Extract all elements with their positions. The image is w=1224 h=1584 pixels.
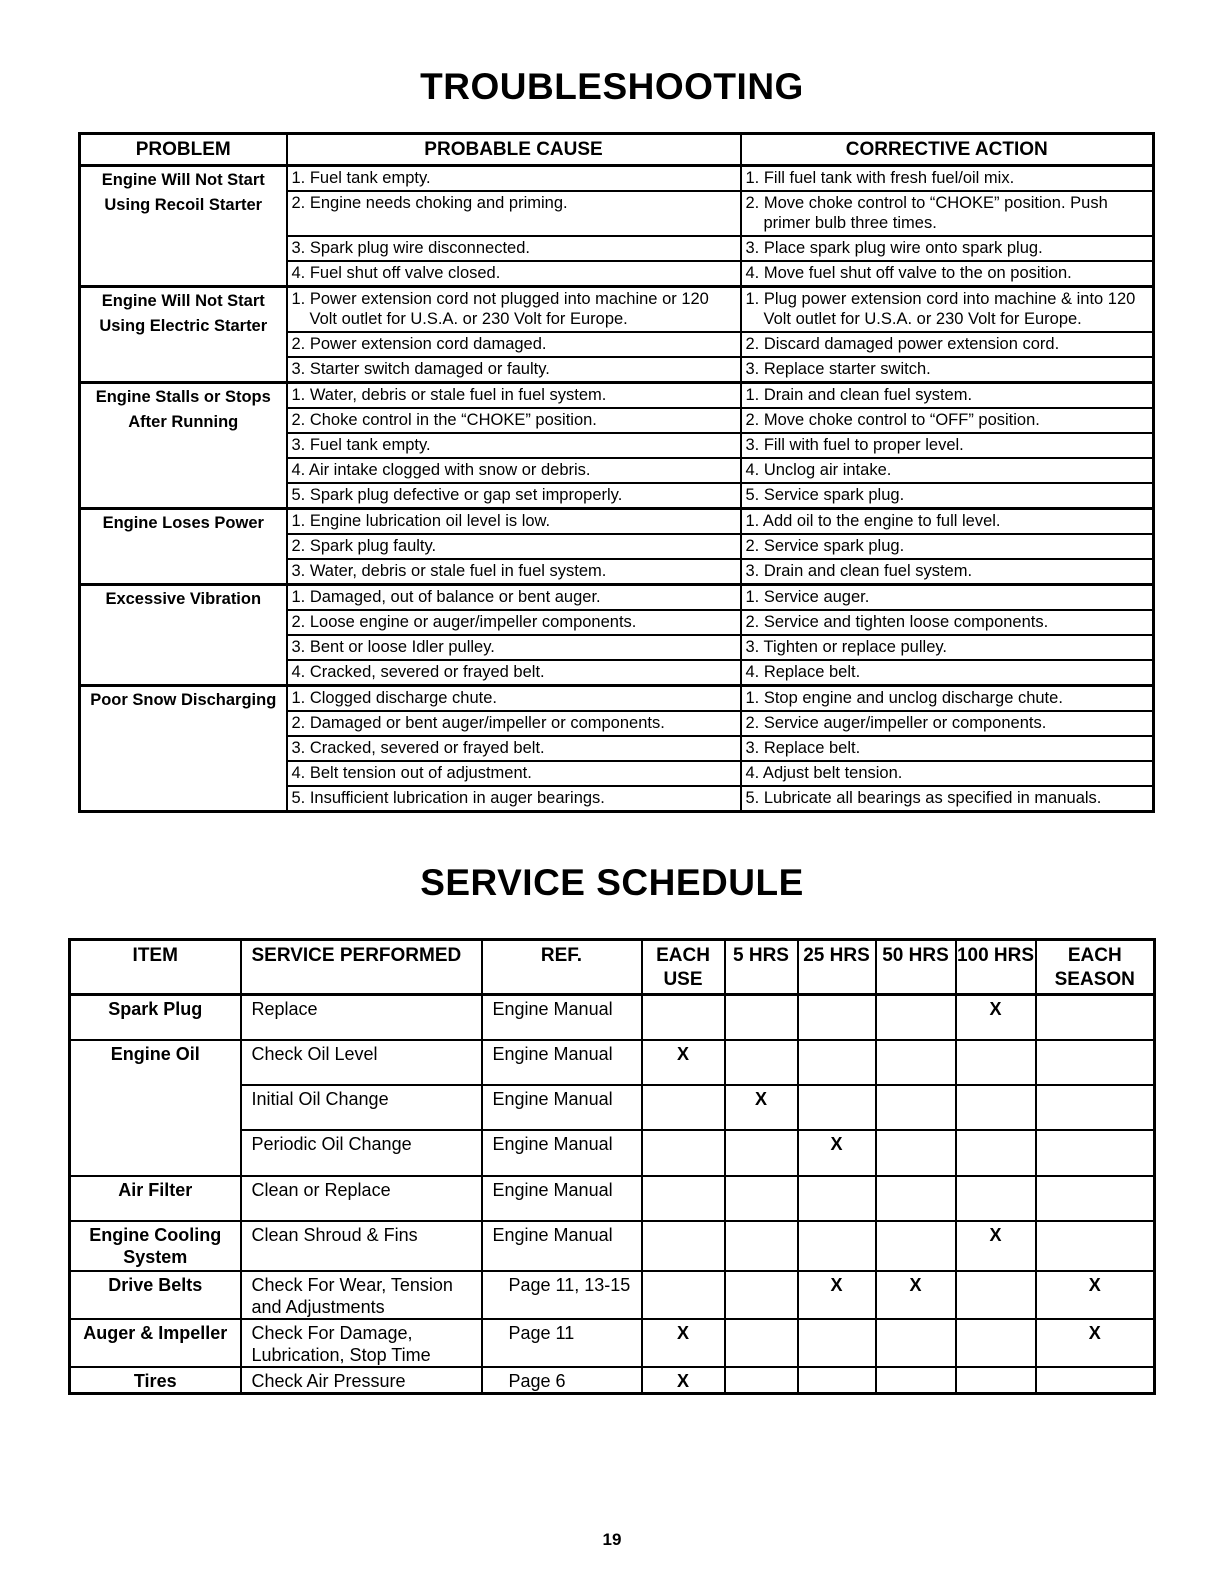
service-h100-cell — [956, 1085, 1036, 1130]
corrective-action-text: 2. Move choke control to “OFF” position. — [745, 411, 1040, 429]
service-service-cell: Replace — [241, 995, 482, 1040]
probable-cause-text: 2. Damaged or bent auger/impeller or components. — [291, 714, 665, 732]
corrective-action-text: 3. Replace belt. — [745, 739, 861, 757]
probable-cause-cell — [287, 660, 741, 686]
probable-cause-text: 3. Water, debris or stale fuel in fuel system. — [291, 562, 607, 580]
corrective-action-text: 4. Adjust belt tension. — [745, 764, 903, 782]
probable-cause-text: 1. Clogged discharge chute. — [291, 689, 497, 707]
probable-cause-cell — [287, 711, 741, 736]
service-schedule-table — [68, 938, 1156, 1395]
service-h5-cell — [725, 1130, 798, 1176]
corrective-action-text: 4. Move fuel shut off valve to the on position. — [745, 264, 1072, 282]
service-service-cell: Check For Damage, Lubrication, Stop Time — [241, 1319, 482, 1367]
corrective-action-cell — [741, 635, 1154, 660]
service-h5-cell — [725, 1040, 798, 1085]
service-h100-cell — [956, 1130, 1036, 1176]
corrective-action-cell — [741, 483, 1154, 509]
troubleshooting-title: TROUBLESHOOTING — [420, 66, 804, 107]
service-each-season-cell — [1036, 1221, 1155, 1271]
service-row — [70, 1085, 1155, 1130]
probable-cause-text: 4. Fuel shut off valve closed. — [291, 264, 501, 282]
service-row — [70, 1221, 1155, 1271]
service-h5-cell — [725, 995, 798, 1040]
service-h25-cell: X — [798, 1130, 876, 1176]
probable-cause-cell — [287, 559, 741, 585]
service-h50-cell — [876, 1176, 956, 1221]
probable-cause-cell — [287, 433, 741, 458]
header-problem: PROBLEM — [80, 134, 287, 166]
probable-cause-cell — [287, 383, 741, 409]
corrective-action-cell — [741, 191, 1154, 236]
service-h5-cell — [725, 1221, 798, 1271]
header-each-season: EACH SEASON — [1036, 940, 1155, 995]
service-h50-cell: X — [876, 1271, 956, 1319]
corrective-action-text: 2. Move choke control to “CHOKE” position. Push primer bulb three times. — [745, 194, 1108, 232]
probable-cause-text: 3. Fuel tank empty. — [291, 436, 431, 454]
service-h50-cell — [876, 1040, 956, 1085]
service-h5-cell — [725, 1176, 798, 1221]
probable-cause-cell — [287, 287, 741, 333]
service-service-cell: Check For Wear, Tension and Adjustments — [241, 1271, 482, 1319]
corrective-action-cell — [741, 383, 1154, 409]
corrective-action-text: 3. Replace starter switch. — [745, 360, 931, 378]
header-service-performed: SERVICE PERFORMED — [241, 940, 482, 995]
troubleshooting-row — [80, 287, 1154, 333]
service-item-cell: Air Filter — [70, 1176, 241, 1221]
service-h50-cell — [876, 995, 956, 1040]
service-service-cell: Clean Shroud & Fins — [241, 1221, 482, 1271]
probable-cause-text: 2. Engine needs choking and priming. — [291, 194, 568, 212]
probable-cause-cell — [287, 458, 741, 483]
probable-cause-text: 2. Choke control in the “CHOKE” position. — [291, 411, 597, 429]
probable-cause-text: 1. Power extension cord not plugged into machine or 120 Volt outlet for U.S.A. or 230 Volt for Europe. — [291, 290, 709, 328]
header-corrective-action: CORRECTIVE ACTION — [741, 134, 1154, 166]
troubleshooting-row — [80, 686, 1154, 712]
problem-cell: Engine Loses Power — [80, 509, 287, 585]
service-item-cell: Engine Cooling System — [70, 1221, 241, 1271]
probable-cause-cell — [287, 483, 741, 509]
service-h5-cell: X — [725, 1085, 798, 1130]
service-h25-cell — [798, 1040, 876, 1085]
service-each-use-cell — [642, 1271, 725, 1319]
corrective-action-cell — [741, 585, 1154, 611]
service-ref-cell: Engine Manual — [482, 1085, 642, 1130]
probable-cause-cell — [287, 332, 741, 357]
service-each-season-cell — [1036, 1176, 1155, 1221]
service-each-season-cell: X — [1036, 1271, 1155, 1319]
corrective-action-text: 2. Discard damaged power extension cord. — [745, 335, 1060, 353]
service-each-use-cell — [642, 1085, 725, 1130]
service-h25-cell — [798, 1319, 876, 1367]
probable-cause-text: 5. Spark plug defective or gap set improperly. — [291, 486, 623, 504]
corrective-action-text: 1. Plug power extension cord into machine & into 120 Volt outlet for U.S.A. or 230 Volt for Europe. — [745, 290, 1136, 328]
service-service-cell: Clean or Replace — [241, 1176, 482, 1221]
service-each-season-cell — [1036, 1367, 1155, 1394]
probable-cause-text: 4. Cracked, severed or frayed belt. — [291, 663, 545, 681]
troubleshooting-row — [80, 166, 1154, 192]
service-h25-cell — [798, 995, 876, 1040]
probable-cause-text: 4. Belt tension out of adjustment. — [291, 764, 532, 782]
service-h50-cell — [876, 1221, 956, 1271]
corrective-action-text: 2. Service spark plug. — [745, 537, 905, 555]
probable-cause-text: 2. Power extension cord damaged. — [291, 335, 547, 353]
corrective-action-cell — [741, 786, 1154, 812]
service-h5-cell — [725, 1319, 798, 1367]
problem-cell: Engine Will Not Start Using Electric Starter — [80, 287, 287, 383]
service-ref-cell: Engine Manual — [482, 1176, 642, 1221]
service-each-use-cell: X — [642, 1040, 725, 1085]
corrective-action-text: 1. Stop engine and unclog discharge chute. — [745, 689, 1063, 707]
service-h25-cell — [798, 1367, 876, 1394]
corrective-action-cell — [741, 166, 1154, 192]
service-row — [70, 1271, 1155, 1319]
probable-cause-text: 2. Spark plug faulty. — [291, 537, 437, 555]
corrective-action-text: 4. Unclog air intake. — [745, 461, 892, 479]
service-h25-cell — [798, 1176, 876, 1221]
corrective-action-text: 3. Place spark plug wire onto spark plug. — [745, 239, 1043, 257]
service-h50-cell — [876, 1130, 956, 1176]
corrective-action-cell — [741, 408, 1154, 433]
header-each-use: EACH USE — [642, 940, 725, 995]
corrective-action-cell — [741, 332, 1154, 357]
service-h100-cell — [956, 1319, 1036, 1367]
probable-cause-text: 3. Spark plug wire disconnected. — [291, 239, 530, 257]
header-probable-cause: PROBABLE CAUSE — [287, 134, 741, 166]
corrective-action-cell — [741, 610, 1154, 635]
probable-cause-cell — [287, 357, 741, 383]
probable-cause-cell — [287, 761, 741, 786]
service-each-use-cell: X — [642, 1367, 725, 1394]
corrective-action-cell — [741, 287, 1154, 333]
corrective-action-cell — [741, 433, 1154, 458]
service-service-cell: Initial Oil Change — [241, 1085, 482, 1130]
service-each-use-cell — [642, 1176, 725, 1221]
header-5-hrs: 5 HRS — [725, 940, 798, 995]
service-each-season-cell — [1036, 1085, 1155, 1130]
page-number: 19 — [602, 1530, 622, 1549]
probable-cause-text: 1. Engine lubrication oil level is low. — [291, 512, 551, 530]
probable-cause-cell — [287, 736, 741, 761]
service-service-cell: Check Oil Level — [241, 1040, 482, 1085]
service-row — [70, 1176, 1155, 1221]
corrective-action-cell — [741, 736, 1154, 761]
service-ref-cell: Engine Manual — [482, 1040, 642, 1085]
corrective-action-text: 2. Service and tighten loose components. — [745, 613, 1049, 631]
service-h100-cell: X — [956, 995, 1036, 1040]
service-service-cell: Check Air Pressure — [241, 1367, 482, 1394]
service-each-use-cell: X — [642, 1319, 725, 1367]
service-item-cell: Tires — [70, 1367, 241, 1394]
corrective-action-text: 5. Lubricate all bearings as specified in manuals. — [745, 789, 1102, 807]
service-h100-cell — [956, 1040, 1036, 1085]
corrective-action-text: 2. Service auger/impeller or components. — [745, 714, 1047, 732]
probable-cause-cell — [287, 236, 741, 261]
corrective-action-text: 5. Service spark plug. — [745, 486, 905, 504]
service-each-use-cell — [642, 995, 725, 1040]
corrective-action-text: 1. Fill fuel tank with fresh fuel/oil mix. — [745, 169, 1015, 187]
probable-cause-text: 4. Air intake clogged with snow or debris. — [291, 461, 591, 479]
service-service-cell: Periodic Oil Change — [241, 1130, 482, 1176]
service-h50-cell — [876, 1367, 956, 1394]
service-h100-cell — [956, 1271, 1036, 1319]
probable-cause-cell — [287, 408, 741, 433]
troubleshooting-header-row — [80, 134, 1154, 166]
probable-cause-cell — [287, 191, 741, 236]
service-schedule-title: SERVICE SCHEDULE — [420, 862, 804, 903]
service-h5-cell — [725, 1367, 798, 1394]
service-each-use-cell — [642, 1221, 725, 1271]
service-h25-cell: X — [798, 1271, 876, 1319]
service-ref-cell: Page 6 — [482, 1367, 642, 1394]
probable-cause-cell — [287, 786, 741, 812]
probable-cause-text: 3. Starter switch damaged or faulty. — [291, 360, 550, 378]
service-each-use-cell — [642, 1130, 725, 1176]
corrective-action-cell — [741, 458, 1154, 483]
corrective-action-cell — [741, 660, 1154, 686]
service-row — [70, 1319, 1155, 1367]
service-item-cell — [70, 1130, 241, 1176]
service-h50-cell — [876, 1319, 956, 1367]
service-h100-cell — [956, 1176, 1036, 1221]
header-25-hrs: 25 HRS — [798, 940, 876, 995]
corrective-action-cell — [741, 761, 1154, 786]
service-ref-cell: Engine Manual — [482, 995, 642, 1040]
problem-cell: Engine Stalls or Stops After Running — [80, 383, 287, 509]
troubleshooting-row — [80, 383, 1154, 409]
probable-cause-text: 1. Water, debris or stale fuel in fuel system. — [291, 386, 607, 404]
probable-cause-cell — [287, 686, 741, 712]
service-item-cell: Engine Oil — [70, 1040, 241, 1085]
probable-cause-cell — [287, 585, 741, 611]
service-row — [70, 1367, 1155, 1394]
service-row — [70, 995, 1155, 1040]
corrective-action-text: 3. Tighten or replace pulley. — [745, 638, 947, 656]
corrective-action-text: 1. Service auger. — [745, 588, 870, 606]
problem-cell: Poor Snow Discharging — [80, 686, 287, 812]
probable-cause-cell — [287, 166, 741, 192]
corrective-action-text: 4. Replace belt. — [745, 663, 861, 681]
service-each-season-cell — [1036, 1040, 1155, 1085]
service-h100-cell: X — [956, 1221, 1036, 1271]
service-each-season-cell — [1036, 995, 1155, 1040]
probable-cause-text: 5. Insufficient lubrication in auger bearings. — [291, 789, 605, 807]
corrective-action-cell — [741, 686, 1154, 712]
probable-cause-cell — [287, 635, 741, 660]
service-item-cell: Spark Plug — [70, 995, 241, 1040]
corrective-action-cell — [741, 711, 1154, 736]
service-each-season-cell: X — [1036, 1319, 1155, 1367]
service-h50-cell — [876, 1085, 956, 1130]
service-item-cell — [70, 1085, 241, 1130]
header-50-hrs: 50 HRS — [876, 940, 956, 995]
service-item-cell: Drive Belts — [70, 1271, 241, 1319]
header-ref: REF. — [482, 940, 642, 995]
corrective-action-cell — [741, 261, 1154, 287]
corrective-action-cell — [741, 534, 1154, 559]
service-h100-cell — [956, 1367, 1036, 1394]
service-header-row — [70, 940, 1155, 995]
service-each-season-cell — [1036, 1130, 1155, 1176]
service-ref-cell: Page 11, 13-15 — [482, 1271, 642, 1319]
service-row — [70, 1040, 1155, 1085]
corrective-action-cell — [741, 236, 1154, 261]
probable-cause-text: 1. Fuel tank empty. — [291, 169, 431, 187]
troubleshooting-row — [80, 509, 1154, 535]
header-100-hrs: 100 HRS — [956, 940, 1036, 995]
service-h5-cell — [725, 1271, 798, 1319]
corrective-action-cell — [741, 509, 1154, 535]
corrective-action-text: 1. Drain and clean fuel system. — [745, 386, 973, 404]
service-ref-cell: Engine Manual — [482, 1130, 642, 1176]
troubleshooting-row — [80, 585, 1154, 611]
probable-cause-cell — [287, 509, 741, 535]
troubleshooting-table — [78, 132, 1155, 813]
corrective-action-text: 1. Add oil to the engine to full level. — [745, 512, 1001, 530]
corrective-action-cell — [741, 559, 1154, 585]
service-row — [70, 1130, 1155, 1176]
service-h25-cell — [798, 1085, 876, 1130]
probable-cause-cell — [287, 534, 741, 559]
service-item-cell: Auger & Impeller — [70, 1319, 241, 1367]
header-item: ITEM — [70, 940, 241, 995]
corrective-action-text: 3. Drain and clean fuel system. — [745, 562, 973, 580]
service-ref-cell: Page 11 — [482, 1319, 642, 1367]
probable-cause-text: 3. Bent or loose Idler pulley. — [291, 638, 495, 656]
probable-cause-text: 3. Cracked, severed or frayed belt. — [291, 739, 545, 757]
corrective-action-text: 3. Fill with fuel to proper level. — [745, 436, 964, 454]
probable-cause-cell — [287, 610, 741, 635]
service-ref-cell: Engine Manual — [482, 1221, 642, 1271]
probable-cause-text: 1. Damaged, out of balance or bent auger. — [291, 588, 601, 606]
probable-cause-text: 2. Loose engine or auger/impeller components. — [291, 613, 637, 631]
service-h25-cell — [798, 1221, 876, 1271]
problem-cell: Engine Will Not Start Using Recoil Starter — [80, 166, 287, 287]
problem-cell: Excessive Vibration — [80, 585, 287, 686]
corrective-action-cell — [741, 357, 1154, 383]
probable-cause-cell — [287, 261, 741, 287]
